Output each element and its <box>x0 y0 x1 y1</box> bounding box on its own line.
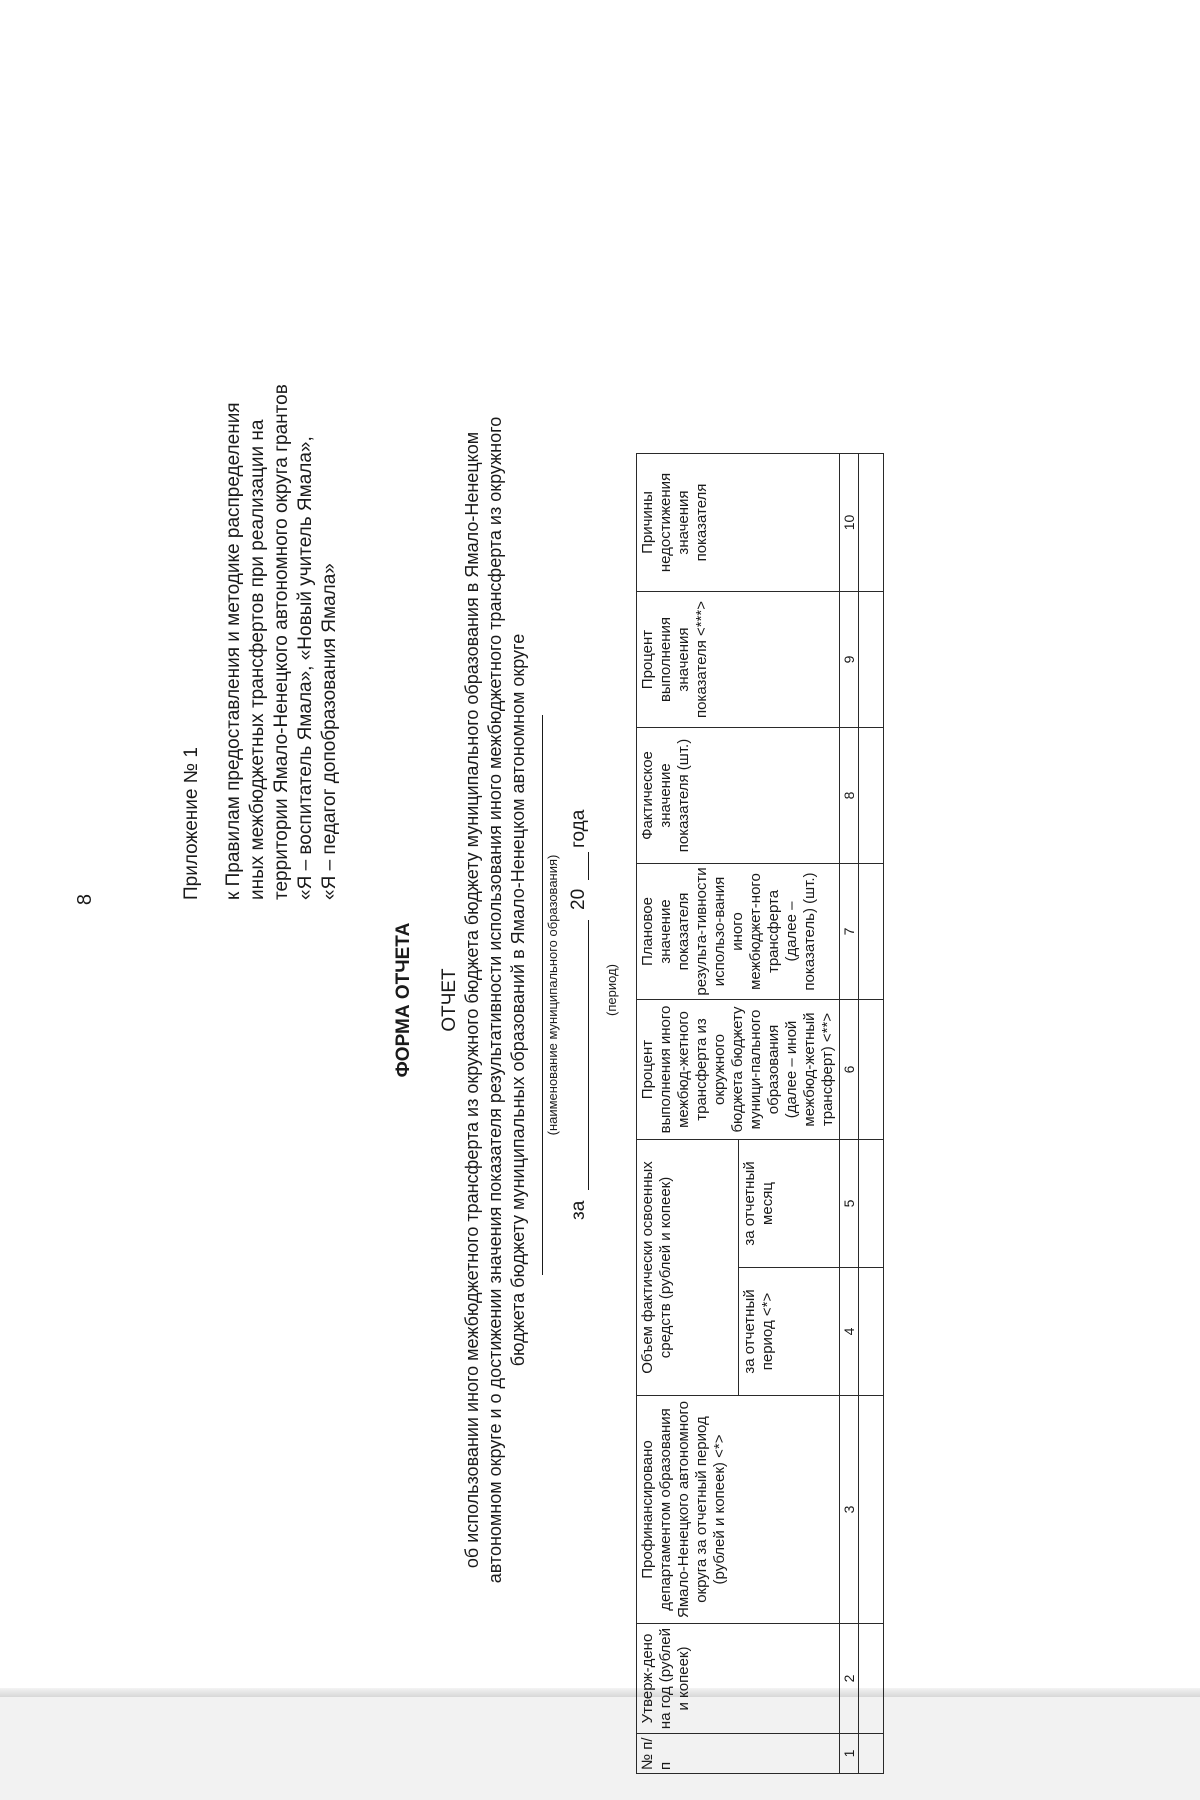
column-number: 9 <box>840 592 859 728</box>
report-subtitle-line-2: автономном округе и о достижении значения показателя результативности использования иного межбюджетного трансферта из окружного <box>485 416 505 1584</box>
year-prefix: 20 <box>568 888 589 910</box>
year-blank <box>588 852 589 880</box>
table-cell <box>859 1140 884 1268</box>
report-table <box>636 453 884 1774</box>
column-number: 8 <box>840 728 859 864</box>
header-actual-value: Фактическое значение показателя (шт.) <box>637 728 840 864</box>
header-number: № п/п <box>637 1734 840 1774</box>
table-cell <box>859 1268 884 1396</box>
header-transfer-percent: Процент выполнения иного межбюд-жетного трансферта из окружного бюджета бюджету муници-пального образования (далее – иной межбюд-жетный трансферт) <**> <box>637 1000 840 1140</box>
appendix-body: к Правилам предоставления и методике распределения иных межбюджетных трансфертов при реализации на территории Ямало-Ненецкого автономного округа грантов «Я – воспитатель Ямала», «Новый учитель Ямала», «Я – педагог допобразования Ямала» <box>223 384 340 900</box>
report-subtitle-line-1: об использовании иного межбюджетного трансферта из окружного бюджета бюджету муниципального образования в Ямало-Ненецком <box>462 431 482 1569</box>
column-number-row <box>840 454 859 1774</box>
appendix-block <box>180 260 342 900</box>
table-cell <box>859 592 884 728</box>
rotated-content <box>0 200 1080 1800</box>
header-spent-volume: Объем фактически освоенных средств (рублей и копеек) <box>637 1140 739 1396</box>
column-number: 6 <box>840 1000 859 1140</box>
column-number: 2 <box>840 1624 859 1734</box>
column-number: 5 <box>840 1140 859 1268</box>
column-number: 7 <box>840 864 859 1000</box>
header-financed: Профинансировано департаментом образования Ямало-Ненецкого автономного округа за отчетный период (рублей и копеек) <*> <box>637 1396 840 1624</box>
header-indicator-percent: Процент выполнения значения показателя <***> <box>637 592 840 728</box>
header-row-1 <box>637 454 739 1774</box>
column-number: 3 <box>840 1396 859 1624</box>
table-cell <box>859 1000 884 1140</box>
form-title: ФОРМА ОТЧЕТА <box>393 922 414 1078</box>
table-cell <box>859 1396 884 1624</box>
report-word: ОТЧЕТ <box>439 968 460 1032</box>
report-subtitle-line-3: бюджета бюджету муниципальных образований в Ямало-Ненецком автономном округе <box>508 633 528 1367</box>
table-cell <box>859 1734 884 1774</box>
column-number: 4 <box>840 1268 859 1396</box>
table-cell <box>859 864 884 1000</box>
report-heading <box>438 320 530 1680</box>
header-planned-value: Плановое значение показателя результа-тивности использо-вания иного межбюджет-ного трансферта (далее – показатель) (шт.) <box>637 864 840 1000</box>
column-number: 10 <box>840 454 859 592</box>
period-blank <box>588 920 589 1190</box>
header-reasons: Причины недостижения значения показателя <box>637 454 840 592</box>
header-spent-period: за отчетный период <*> <box>738 1268 840 1396</box>
period-prefix: за <box>568 1200 589 1220</box>
column-number: 1 <box>840 1734 859 1774</box>
header-spent-month: за отчетный месяц <box>738 1140 840 1268</box>
page-number: 8 <box>74 893 97 906</box>
table-cell <box>859 1624 884 1734</box>
header-approved: Утверж-дено на год (рублей и копеек) <box>637 1624 840 1734</box>
municipality-name-line: (наименование муниципального образования) <box>542 715 560 1275</box>
appendix-title: Приложение № 1 <box>181 747 202 900</box>
table-cell <box>859 454 884 592</box>
period-caption: (период) <box>604 964 619 1016</box>
period-line <box>568 760 598 1220</box>
year-suffix: года <box>568 809 589 848</box>
table-cell <box>859 728 884 864</box>
table-row <box>859 454 884 1774</box>
